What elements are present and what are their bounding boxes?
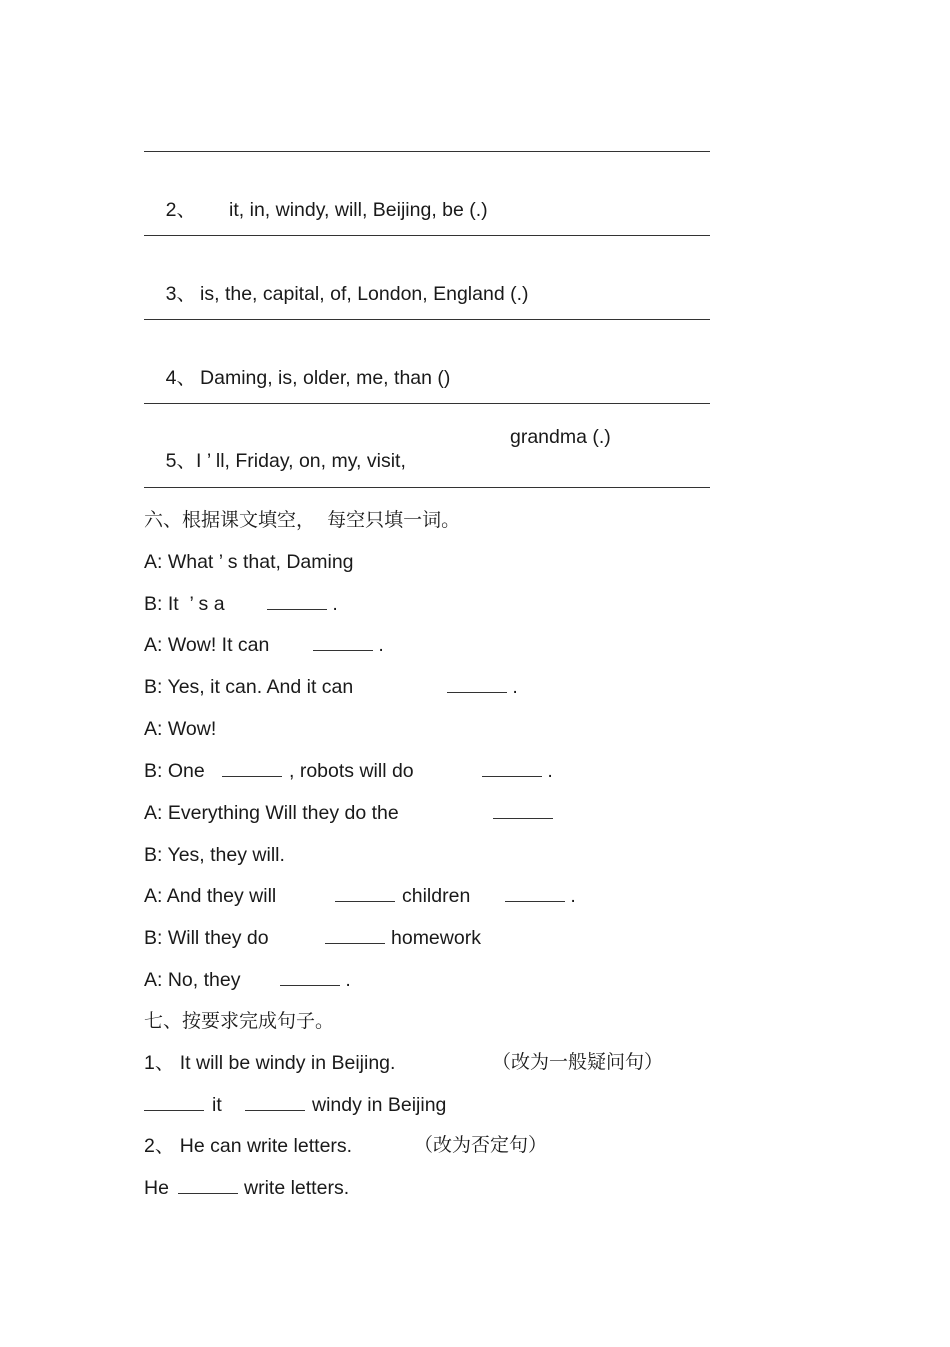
dialogue-line: B: Yes, they will. [144, 844, 285, 866]
fill-blank[interactable]: . [267, 592, 338, 616]
question-1: 1、 It will be windy in Beijing. [144, 1052, 396, 1074]
question-words-end: grandma (.) [510, 426, 611, 448]
fill-blank[interactable]: . [280, 968, 351, 992]
fill-blank[interactable] [144, 1093, 204, 1117]
fill-blank[interactable] [178, 1176, 238, 1200]
dialogue-line: B: It ’ s a [144, 593, 225, 615]
answer-text: windy in Beijing [312, 1094, 447, 1116]
question-words: it, in, windy, will, Beijing, be (.) [229, 199, 488, 221]
dialogue-line: A: What ’ s that, Daming [144, 551, 354, 573]
instruction-hint: （改为一般疑问句） [492, 1051, 664, 1073]
dialogue-line: A: Wow! It can [144, 634, 270, 656]
dialogue-line: B: Will they do [144, 927, 269, 949]
dialogue-line: B: Yes, it can. And it can [144, 676, 354, 698]
question-4 [144, 342, 450, 414]
dialogue-line: A: Wow! [144, 718, 217, 740]
fill-blank[interactable]: . [313, 633, 384, 657]
question-words: Daming, is, older, me, than () [200, 367, 451, 389]
dialogue-line: A: Everything Will they do the [144, 802, 399, 824]
fill-blank[interactable] [493, 801, 553, 825]
section-6-heading: 六、根据课文填空， 每空只填一词。 [144, 509, 461, 531]
dialogue-line: children [402, 885, 471, 907]
question-number: 5、 [165, 450, 197, 472]
dialogue-line: B: One [144, 760, 205, 782]
instruction-hint: （改为否定句） [414, 1134, 548, 1156]
fill-blank[interactable]: . [447, 675, 518, 699]
dialogue-line: , robots will do [289, 760, 414, 782]
answer-line[interactable] [144, 151, 710, 152]
dialogue-line: A: No, they [144, 969, 241, 991]
answer-text: He [144, 1177, 169, 1199]
fill-blank[interactable]: . [482, 759, 553, 783]
question-2 [144, 174, 488, 246]
question-words: I ’ ll, Friday, on, my, visit, [196, 450, 406, 472]
answer-text: it [212, 1094, 222, 1116]
fill-blank[interactable]: . [505, 884, 576, 908]
section-7-heading: 七、按要求完成句子。 [144, 1010, 335, 1032]
dialogue-line: homework [391, 927, 481, 949]
question-number: 4、 [165, 367, 197, 389]
question-number: 3、 [165, 283, 197, 305]
answer-text: write letters. [244, 1177, 350, 1199]
fill-blank[interactable] [325, 926, 385, 950]
fill-blank[interactable] [245, 1093, 305, 1117]
dialogue-line: A: And they will [144, 885, 277, 907]
question-5 [144, 425, 406, 497]
question-3 [144, 258, 528, 330]
fill-blank[interactable] [222, 759, 282, 783]
question-words: is, the, capital, of, London, England (.) [200, 283, 529, 305]
question-2-rewrite: 2、 He can write letters. [144, 1135, 353, 1157]
fill-blank[interactable] [335, 884, 395, 908]
question-number: 2、 [165, 199, 197, 221]
